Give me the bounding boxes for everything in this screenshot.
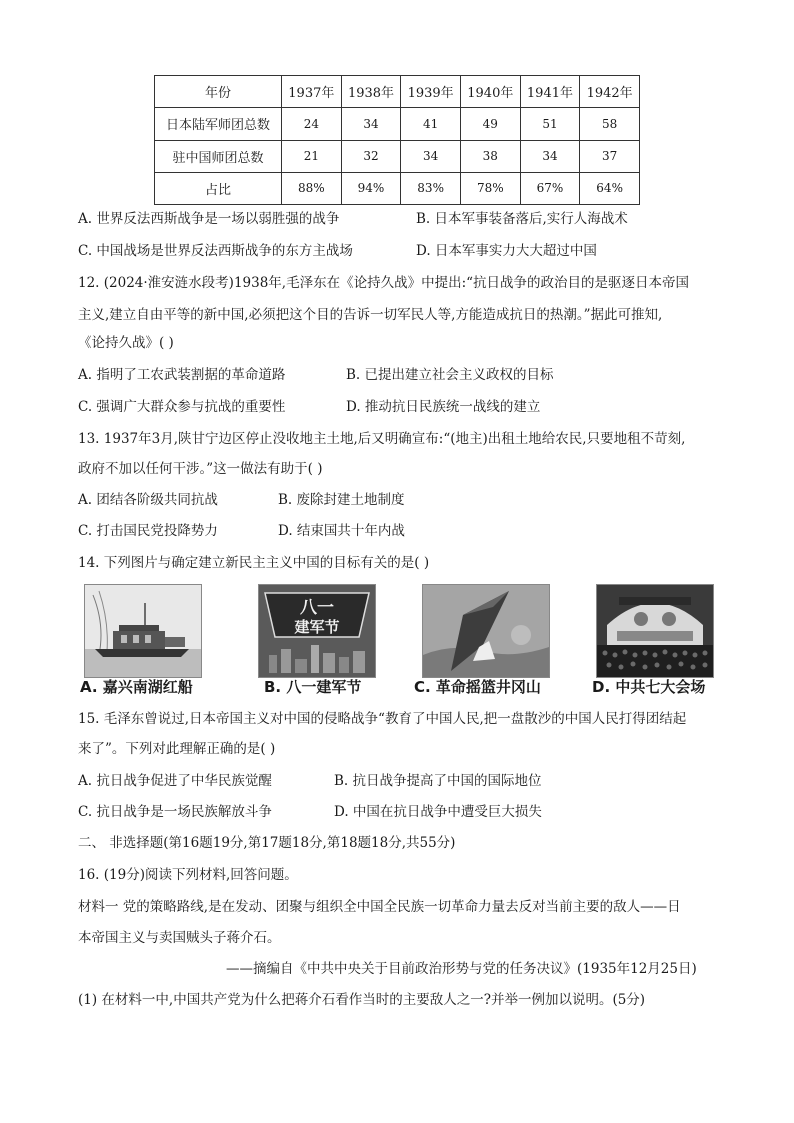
table-header-row	[155, 76, 640, 108]
table-header-cell: 1939年	[401, 76, 461, 108]
table-cell: 83%	[401, 172, 461, 204]
table-cell: 占比	[155, 172, 282, 204]
red-boat-image	[84, 584, 202, 678]
svg-text:八一: 八一	[300, 598, 334, 618]
section-heading: 二、 非选择题(第16题19分,第17题18分,第18题18分,共55分)	[78, 835, 456, 851]
q14-caption-b[interactable]: B. 八一建军节	[264, 678, 362, 696]
table-cell: 34	[520, 140, 580, 172]
table-cell: 日本陆军师团总数	[155, 108, 282, 140]
bayi-poster-image	[258, 584, 376, 678]
q16-subquestion-1: (1) 在材料一中,中国共产党为什么把蒋介石看作当时的主要敌人之一?并举一例加以说明。(5分)	[78, 992, 646, 1008]
q13-option-a[interactable]: A. 团结各阶级共同抗战	[78, 492, 218, 508]
table-header-cell: 1940年	[460, 76, 520, 108]
table-cell: 32	[341, 140, 401, 172]
q11-option-c[interactable]: C. 中国战场是世界反法西斯战争的东方主战场	[78, 243, 353, 259]
q16-stem: 16. (19分)阅读下列材料,回答问题。	[78, 867, 298, 883]
svg-text:建军节: 建军节	[294, 618, 340, 636]
q15-option-a[interactable]: A. 抗日战争促进了中华民族觉醒	[78, 773, 272, 789]
material-1-line2: 本帝国主义与卖国贼头子蒋介石。	[78, 930, 281, 946]
q11-option-d[interactable]: D. 日本军事实力大大超过中国	[416, 243, 597, 259]
q13-stem-line2: 政府不加以任何干涉。”这一做法有助于( )	[78, 461, 323, 477]
q14-caption-d[interactable]: D. 中共七大会场	[592, 678, 706, 696]
table-cell: 37	[580, 140, 640, 172]
table-header-cell: 1941年	[520, 76, 580, 108]
q14-caption-a[interactable]: A. 嘉兴南湖红船	[80, 678, 193, 696]
q13-stem-line1: 13. 1937年3月,陕甘宁边区停止没收地主土地,后又明确宣布:“(地主)出租土地给农民,只要地租不苛刻,	[78, 431, 686, 447]
table-cell: 78%	[460, 172, 520, 204]
table-cell: 41	[401, 108, 461, 140]
table-cell: 21	[282, 140, 342, 172]
jinggangshan-monument-image	[422, 584, 550, 678]
q13-option-c[interactable]: C. 打击国民党投降势力	[78, 523, 218, 539]
table-row	[155, 108, 640, 140]
q14-stem: 14. 下列图片与确定建立新民主主义中国的目标有关的是( )	[78, 555, 430, 571]
q12-option-a[interactable]: A. 指明了工农武装割据的革命道路	[78, 367, 286, 383]
q14-caption-c[interactable]: C. 革命摇篮井冈山	[414, 678, 541, 696]
table-cell: 51	[520, 108, 580, 140]
table-cell: 34	[341, 108, 401, 140]
material-1-source: ——摘编自《中共中央关于目前政治形势与党的任务决议》(1935年12月25日)	[226, 961, 697, 977]
congress-hall-image	[596, 584, 714, 678]
table-cell: 49	[460, 108, 520, 140]
table-cell: 94%	[341, 172, 401, 204]
q11-option-a[interactable]: A. 世界反法西斯战争是一场以弱胜强的战争	[78, 211, 340, 227]
table-row	[155, 140, 640, 172]
table-header-cell: 1942年	[580, 76, 640, 108]
q11-option-b[interactable]: B. 日本军事装备落后,实行人海战术	[416, 211, 628, 227]
table-header-cell: 1938年	[341, 76, 401, 108]
table-header-cell: 1937年	[282, 76, 342, 108]
table-cell: 88%	[282, 172, 342, 204]
table-cell: 34	[401, 140, 461, 172]
material-1-line1: 材料一 党的策略路线,是在发动、团聚与组织全中国全民族一切革命力量去反对当前主要的敌人——日	[78, 899, 681, 915]
table-cell: 67%	[520, 172, 580, 204]
table-row	[155, 172, 640, 204]
table-cell: 24	[282, 108, 342, 140]
q12-option-d[interactable]: D. 推动抗日民族统一战线的建立	[346, 399, 541, 415]
q15-option-c[interactable]: C. 抗日战争是一场民族解放斗争	[78, 804, 272, 820]
table-cell: 64%	[580, 172, 640, 204]
q15-option-d[interactable]: D. 中国在抗日战争中遭受巨大损失	[334, 804, 542, 820]
table-cell: 驻中国师团总数	[155, 140, 282, 172]
table-cell: 38	[460, 140, 520, 172]
q12-option-c[interactable]: C. 强调广大群众参与抗战的重要性	[78, 399, 286, 415]
q15-stem-line1: 15. 毛泽东曾说过,日本帝国主义对中国的侵略战争“教育了中国人民,把一盘散沙的中国人民打得团结起	[78, 711, 687, 727]
q12-stem-line1: 12. (2024·淮安涟水段考)1938年,毛泽东在《论持久战》中提出:“抗日战争的政治目的是驱逐日本帝国	[78, 275, 690, 291]
statistics-table	[154, 75, 640, 205]
q12-stem-line2: 主义,建立自由平等的新中国,必须把这个目的告诉一切军民人等,方能造成抗日的热潮。”据此可推知,	[78, 307, 663, 323]
q15-stem-line2: 来了”。下列对此理解正确的是( )	[78, 741, 276, 757]
table-header-cell: 年份	[155, 76, 282, 108]
table-cell: 58	[580, 108, 640, 140]
q12-option-b[interactable]: B. 已提出建立社会主义政权的目标	[346, 367, 554, 383]
q15-option-b[interactable]: B. 抗日战争提高了中国的国际地位	[334, 773, 542, 789]
q13-option-b[interactable]: B. 废除封建土地制度	[278, 492, 405, 508]
q12-stem-line3: 《论持久战》( )	[78, 335, 174, 351]
q13-option-d[interactable]: D. 结束国共十年内战	[278, 523, 405, 539]
